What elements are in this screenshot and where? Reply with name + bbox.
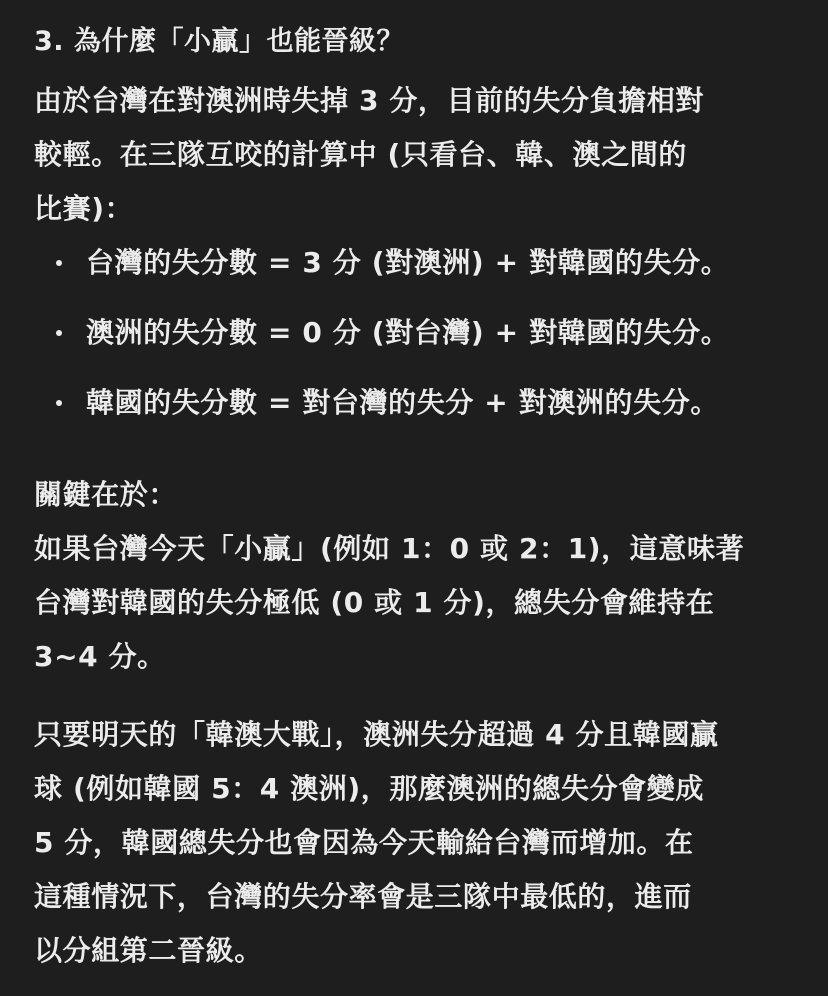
list-item-text: 台灣的失分數 = 3 分 (對澳洲) + 對韓國的失分。 [86,246,730,279]
list-item [34,306,794,360]
key-line: 關鍵在於： [34,478,178,511]
key-paragraph [34,468,794,684]
key-line: 如果台灣今天「小贏」(例如 1：0 或 2：1)，這意味著 [34,532,745,565]
list-item [34,236,794,290]
conclusion-line: 這種情況下，台灣的失分率會是三隊中最低的，進而 [34,880,692,913]
intro-line: 由於台灣在對澳洲時失掉 3 分，目前的失分負擔相對 [34,84,704,117]
intro-paragraph [34,74,794,236]
key-line: 台灣對韓國的失分極低 (0 或 1 分)，總失分會維持在 [34,586,715,619]
key-line: 3~4 分。 [34,640,166,673]
bullet-list [34,236,794,430]
bullet-dot-icon [56,330,62,336]
bullet-dot-icon [56,400,62,406]
list-item-text: 澳洲的失分數 = 0 分 (對台灣) + 對韓國的失分。 [86,316,730,349]
list-item [34,376,794,430]
conclusion-line: 只要明天的「韓澳大戰」，澳洲失分超過 4 分且韓國贏 [34,718,719,751]
intro-line: 比賽)： [34,192,134,225]
bullet-dot-icon [56,260,62,266]
list-item-text: 韓國的失分數 = 對台灣的失分 + 對澳洲的失分。 [86,386,719,419]
conclusion-line: 5 分，韓國總失分也會因為今天輸給台灣而增加。在 [34,826,694,859]
conclusion-line: 球 (例如韓國 5：4 澳洲)，那麼澳洲的總失分會變成 [34,772,705,805]
intro-line: 較輕。在三隊互咬的計算中 (只看台、韓、澳之間的 [34,138,687,171]
section-heading: 3. 為什麼「小贏」也能晉級？ [34,26,404,57]
conclusion-line: 以分組第二晉級。 [34,934,263,967]
conclusion-paragraph [34,708,794,978]
